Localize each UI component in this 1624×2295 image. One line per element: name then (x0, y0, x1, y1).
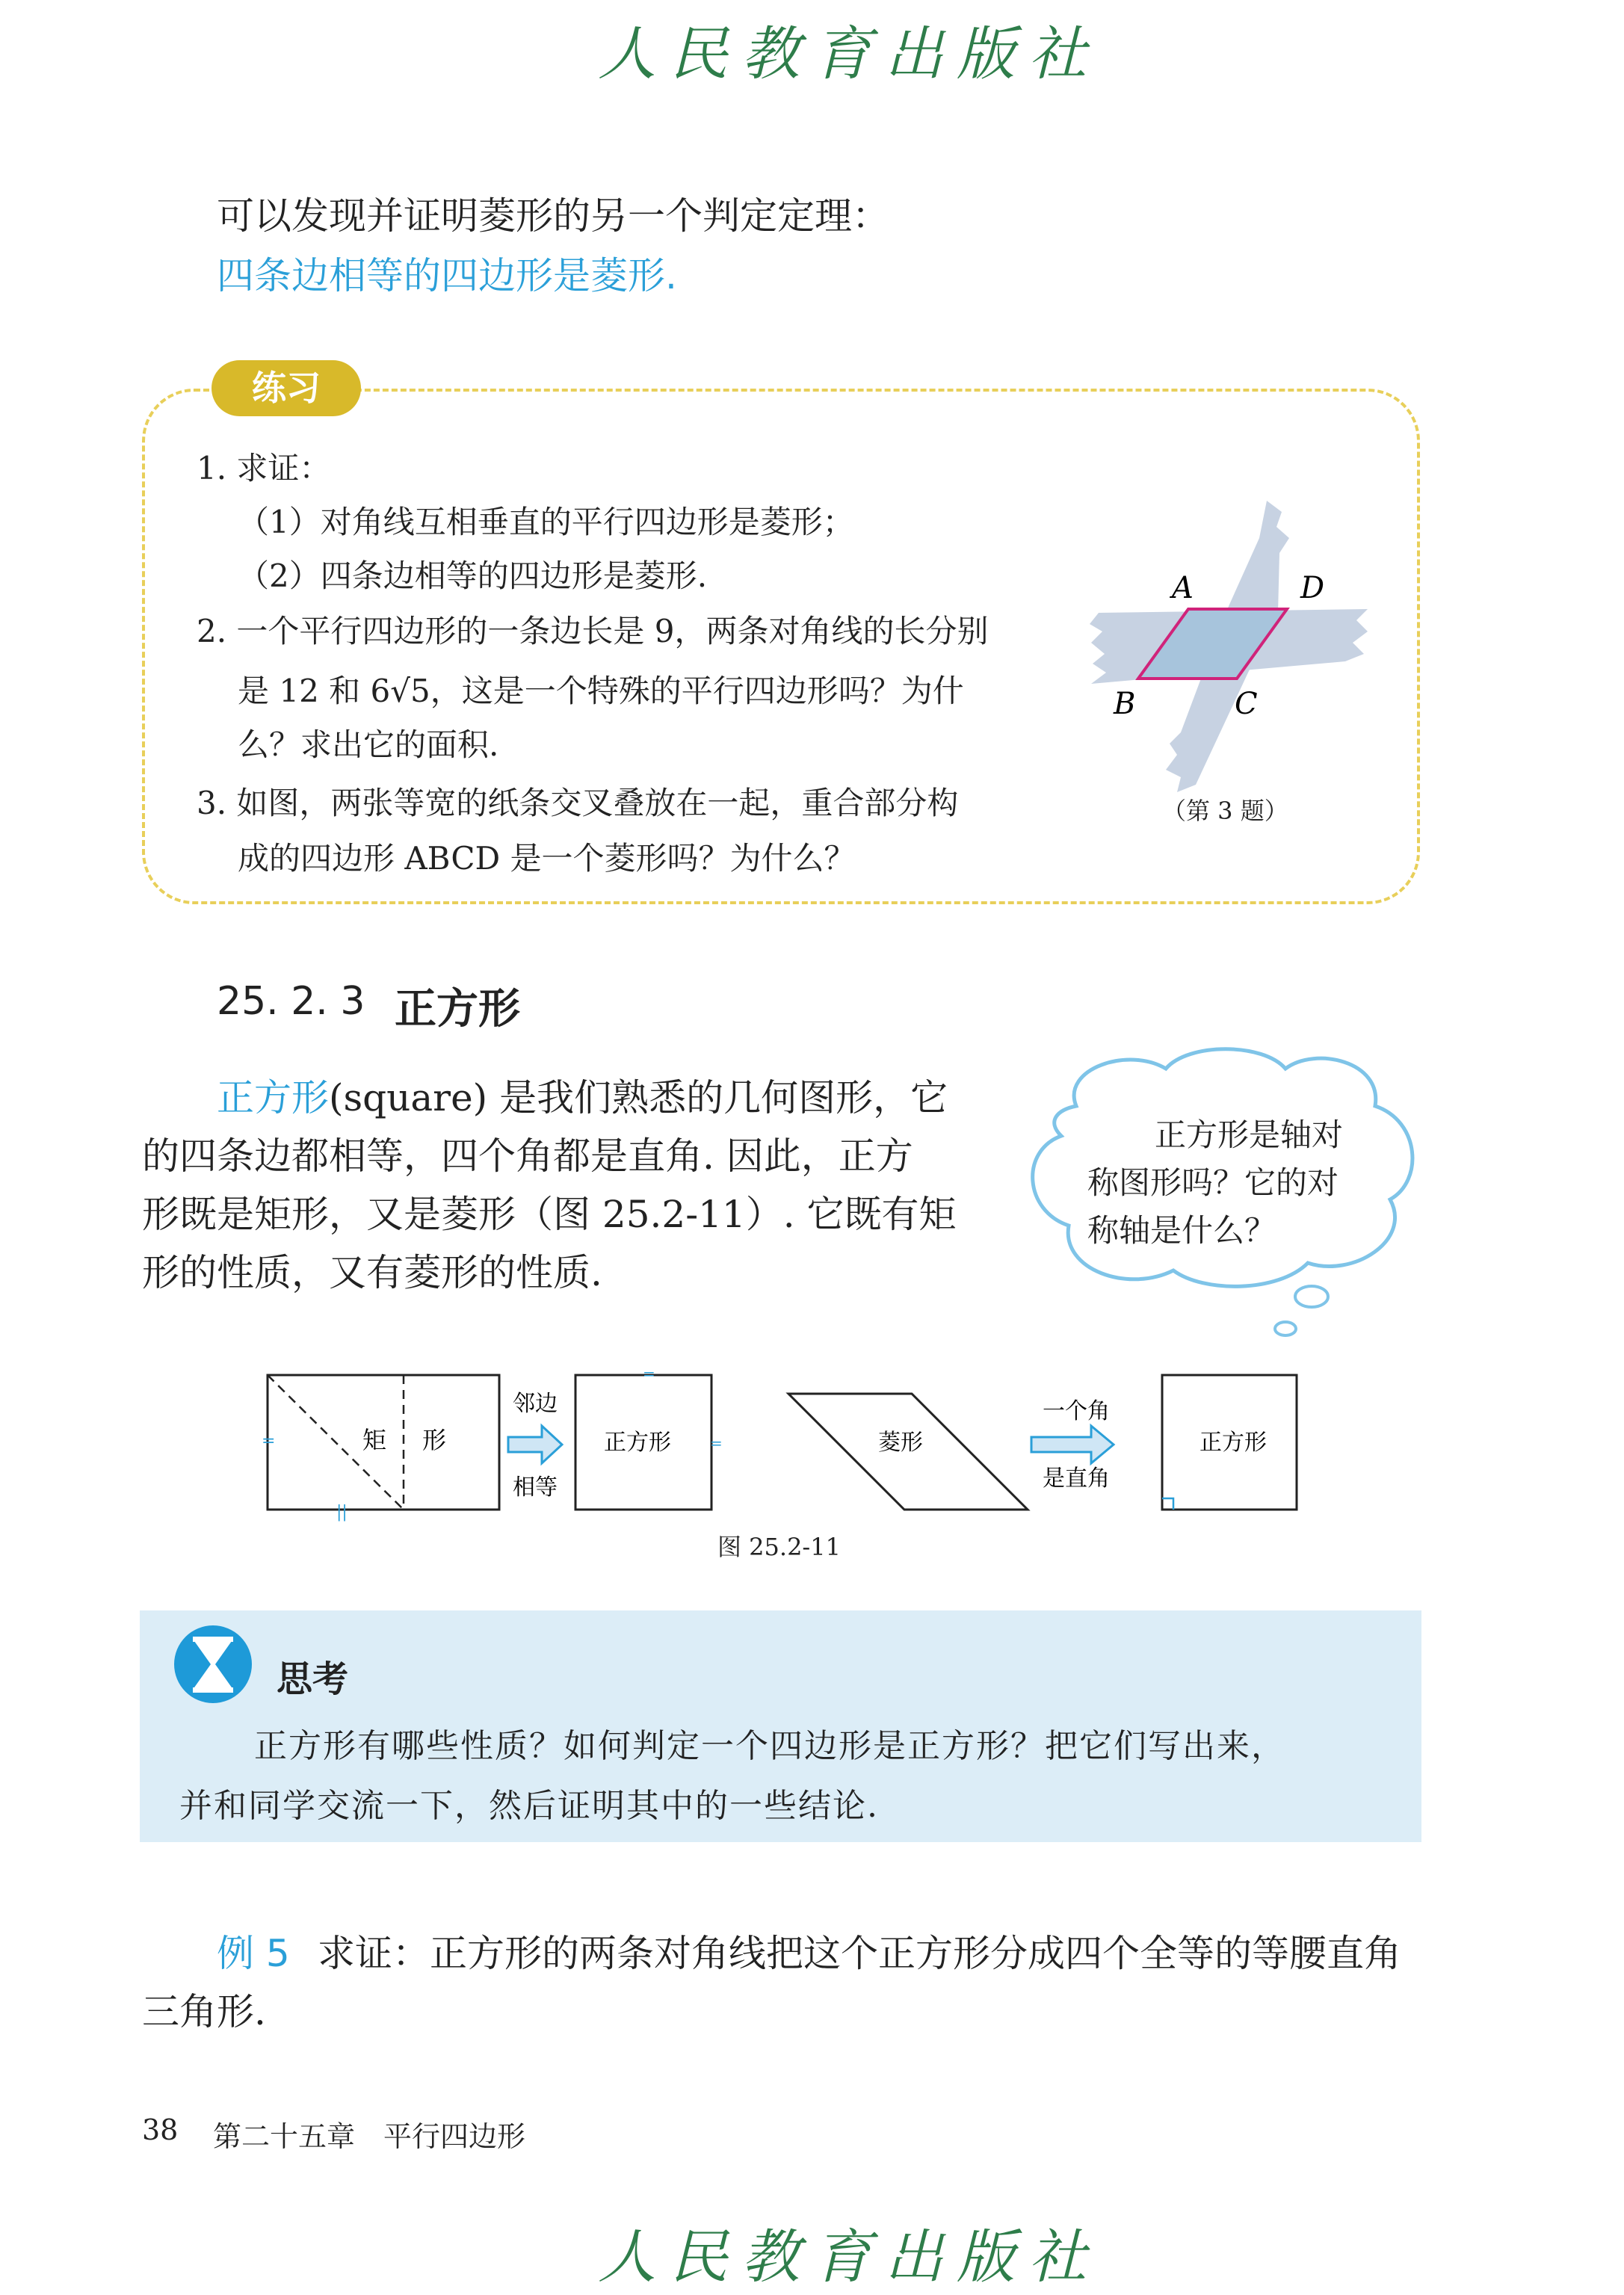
exercise-line: 是 12 和 6√5，这是一个特殊的平行四边形吗？为什 (238, 673, 964, 709)
chapter-title: 第二十五章 平行四边形 (213, 2120, 526, 2153)
square-label: 正方形 (1200, 1430, 1267, 1456)
cloud-text: 称图形吗？它的对 (1087, 1164, 1339, 1201)
figure-caption: 图 25.2-11 (717, 1533, 841, 1561)
think-text: 并和同学交流一下，然后证明其中的一些结论. (179, 1787, 879, 1825)
page-number: 38 (142, 2113, 179, 2146)
section-title: 正方形 (395, 985, 520, 1034)
publisher-logo: 人民教育出版社 (598, 2224, 1101, 2291)
exercise-line: 3. 如图，两张等宽的纸条交叉叠放在一起，重合部分构 (197, 785, 959, 821)
exercise-line: 2. 一个平行四边形的一条边长是 9，两条对角线的长分别 (197, 613, 989, 649)
arrow-label: 邻边 (513, 1391, 558, 1417)
figure-25-2-11 (254, 1360, 1330, 1539)
paragraph-line (217, 1069, 948, 1127)
svg-text:=: = (262, 1432, 276, 1451)
think-title: 思考 (277, 1658, 349, 1700)
practice-title: 练习 (212, 360, 361, 416)
arrow-icon (1031, 1426, 1114, 1463)
svg-text:=: = (643, 1365, 655, 1383)
arrow-label: 一个角 (1043, 1398, 1110, 1424)
cloud-text: 正方形是轴对 (1155, 1116, 1344, 1153)
example-text: 三角形. (142, 1990, 266, 2033)
svg-text:||: || (336, 1503, 348, 1522)
example-label: 例 5 (217, 1932, 290, 1975)
arrow-label: 是直角 (1043, 1465, 1110, 1492)
arrow-icon (508, 1426, 562, 1463)
label-b: B (1114, 687, 1136, 721)
arrow-label: 相等 (513, 1474, 558, 1501)
theorem-text: 四条边相等的四边形是菱形. (217, 254, 677, 297)
intro-text: 可以发现并证明菱形的另一个判定定理： (217, 194, 889, 238)
paragraph-line-rest: (square) 是我们熟悉的几何图形，它 (329, 1076, 948, 1119)
hourglass-icon (172, 1623, 254, 1705)
exercise-line: 么？求出它的面积. (238, 726, 499, 763)
label-c: C (1235, 687, 1258, 721)
example-text: 求证：正方形的两条对角线把这个正方形分成四个全等的等腰直角 (318, 1932, 1401, 1975)
label-d: D (1300, 571, 1325, 605)
cloud-text: 称轴是什么？ (1087, 1212, 1276, 1249)
exercise-line: 成的四边形 ABCD 是一个菱形吗？为什么？ (238, 840, 856, 877)
exercise-line: （1）对角线互相垂直的平行四边形是菱形； (238, 504, 854, 540)
square-label: 正方形 (604, 1430, 671, 1456)
paper-strips-figure (1076, 493, 1375, 807)
section-number: 25. 2. 3 (217, 979, 365, 1024)
paragraph-line: 的四条边都相等，四个角都是直角. 因此，正方 (142, 1134, 913, 1178)
exercise-line: （2）四条边相等的四边形是菱形. (238, 557, 708, 594)
paragraph-line: 形的性质，又有菱形的性质. (142, 1251, 602, 1294)
figure-caption: （第 3 题） (1162, 797, 1288, 825)
rect-label: 形 (422, 1426, 447, 1454)
rect-label: 矩 (362, 1426, 387, 1454)
publisher-logo: 人民教育出版社 (598, 21, 1101, 88)
term-square: 正方形 (217, 1076, 329, 1119)
think-text: 正方形有哪些性质？如何判定一个四边形是正方形？把它们写出来， (254, 1727, 1285, 1765)
paragraph-line: 形既是矩形，又是菱形（图 25.2-11）. 它既有矩 (142, 1193, 957, 1236)
exercise-line: 1. 求证： (197, 450, 331, 487)
label-a: A (1172, 571, 1194, 605)
rhombus-label: 菱形 (878, 1430, 923, 1456)
svg-text:=: = (710, 1434, 723, 1452)
